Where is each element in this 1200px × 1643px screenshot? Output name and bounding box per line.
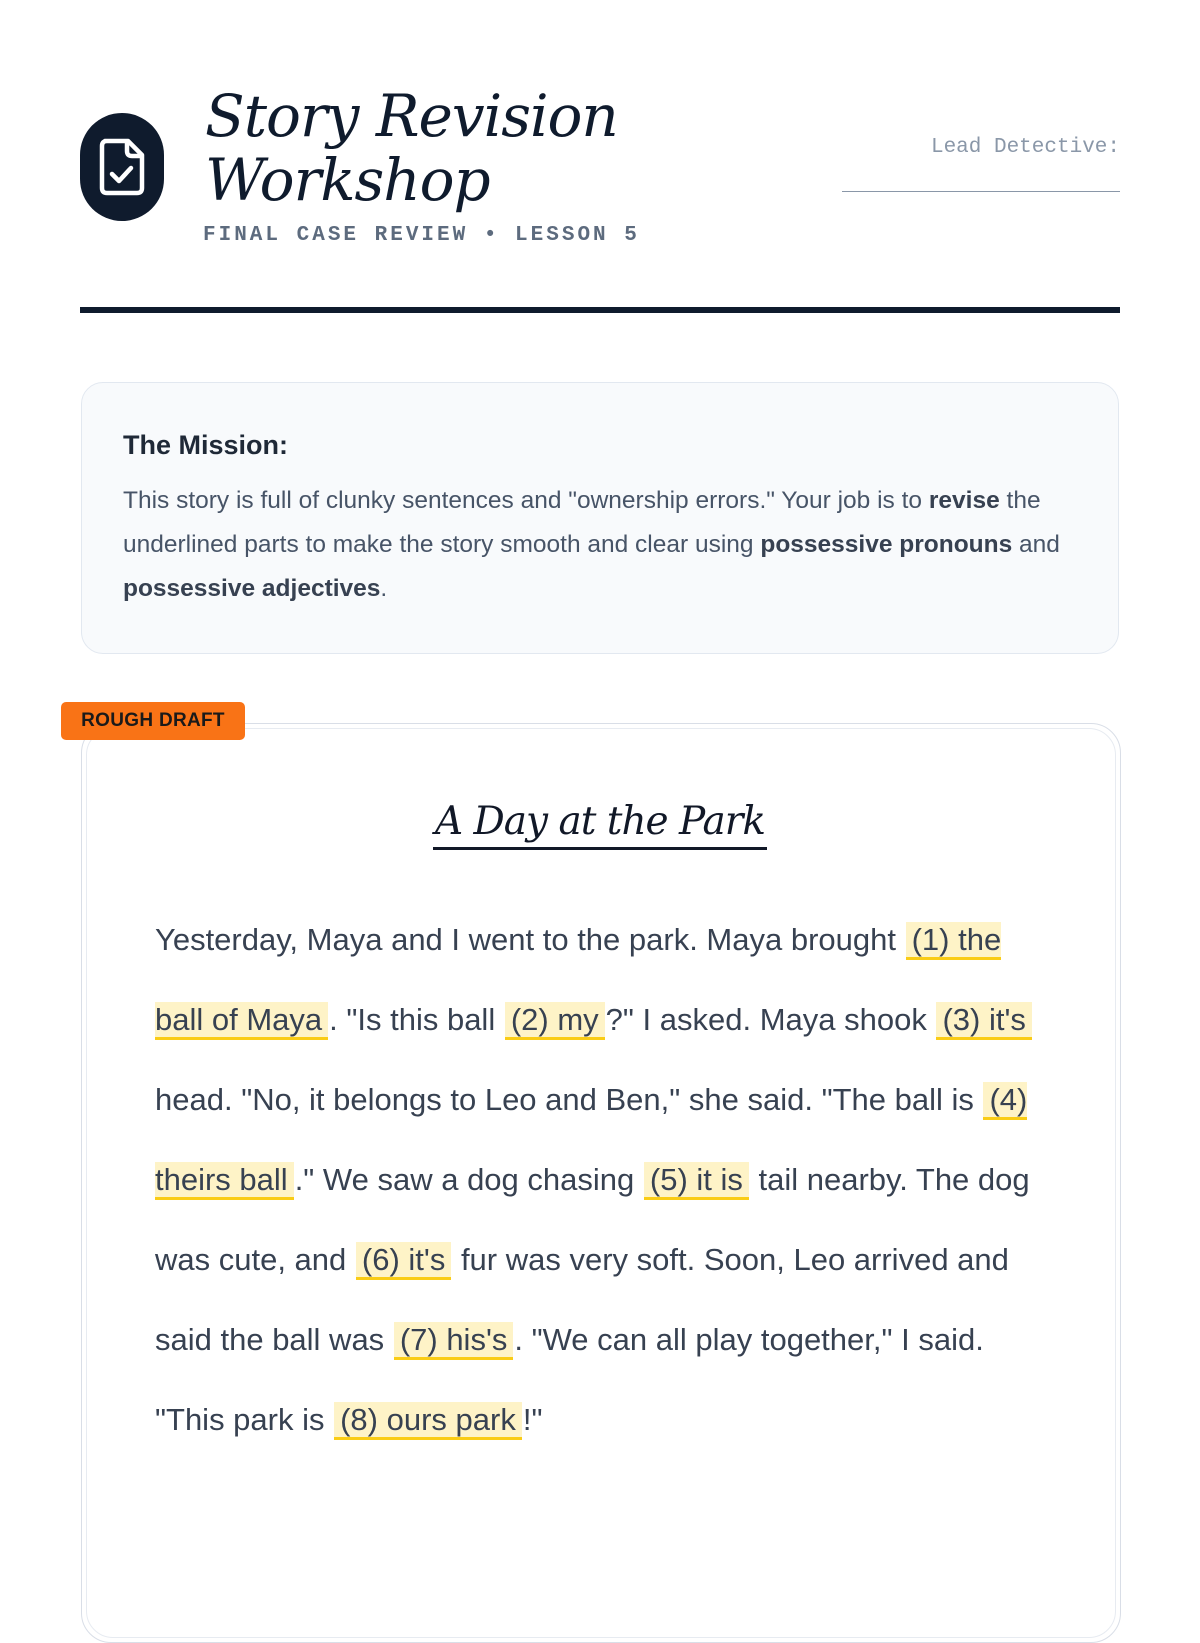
revision-item-1: (1) the ball of Maya [155, 922, 1001, 1040]
lead-detective-name-line [842, 191, 1120, 192]
mission-bold-adjectives: possessive adjectives [123, 575, 381, 602]
revision-item-7: (7) his's [394, 1322, 514, 1360]
story-text-2: ?" I asked. Maya shook [605, 1002, 936, 1037]
story-text-8: !" [522, 1402, 543, 1437]
mission-heading: The Mission: [123, 430, 289, 460]
revision-item-3: (3) it's [936, 1002, 1031, 1040]
story-title [0, 797, 1200, 850]
mission-bold-pronouns: possessive pronouns [760, 531, 1013, 558]
story-text-1: . "Is this ball [329, 1002, 504, 1037]
document-check-glyph [98, 138, 146, 196]
story-text-4: ." We saw a dog chasing [294, 1162, 643, 1197]
story-text-6: fur was very soft. Soon, Leo arrived and said the ball was [155, 1242, 1009, 1357]
story-text-3: head. "No, it belongs to Leo and Ben," she said. "The ball is [155, 1082, 983, 1117]
lead-detective-label: Lead Detective: [930, 136, 1120, 159]
story-text-5: tail nearby. The dog was cute, and [155, 1162, 1030, 1277]
revision-item-4: (4) theirs ball [155, 1082, 1027, 1200]
revision-item-2: (2) my [505, 1002, 605, 1040]
mission-text-4: . [380, 575, 388, 602]
story-text-0: Yesterday, Maya and I went to the park. Maya brought [155, 922, 905, 957]
document-check-icon [80, 113, 164, 221]
mission-text-2: the underlined parts to make the story smooth and clear using [123, 487, 1041, 558]
mission-box [81, 382, 1119, 654]
header-divider [80, 307, 1120, 313]
story-paragraph [155, 900, 1055, 1460]
title-line-2: Workshop [205, 146, 490, 214]
rough-draft-badge: ROUGH DRAFT [61, 702, 245, 740]
mission-text-3: and [1012, 531, 1060, 558]
title-line-1: Story Revision [205, 82, 618, 150]
story-text-7: . "We can all play together," I said. "This park is [155, 1322, 984, 1437]
lesson-subtitle: FINAL CASE REVIEW • LESSON 5 [203, 224, 640, 247]
mission-bold-revise: revise [928, 487, 1000, 514]
story-title-text: A Day at the Park [433, 797, 767, 850]
mission-text-1: This story is full of clunky sentences and "ownership errors." Your job is to [123, 487, 929, 514]
revision-item-5: (5) it is [644, 1162, 749, 1200]
page-title [205, 84, 618, 212]
revision-item-6: (6) it's [356, 1242, 451, 1280]
revision-item-8: (8) ours park [334, 1402, 522, 1440]
mission-instructions [123, 479, 1078, 611]
